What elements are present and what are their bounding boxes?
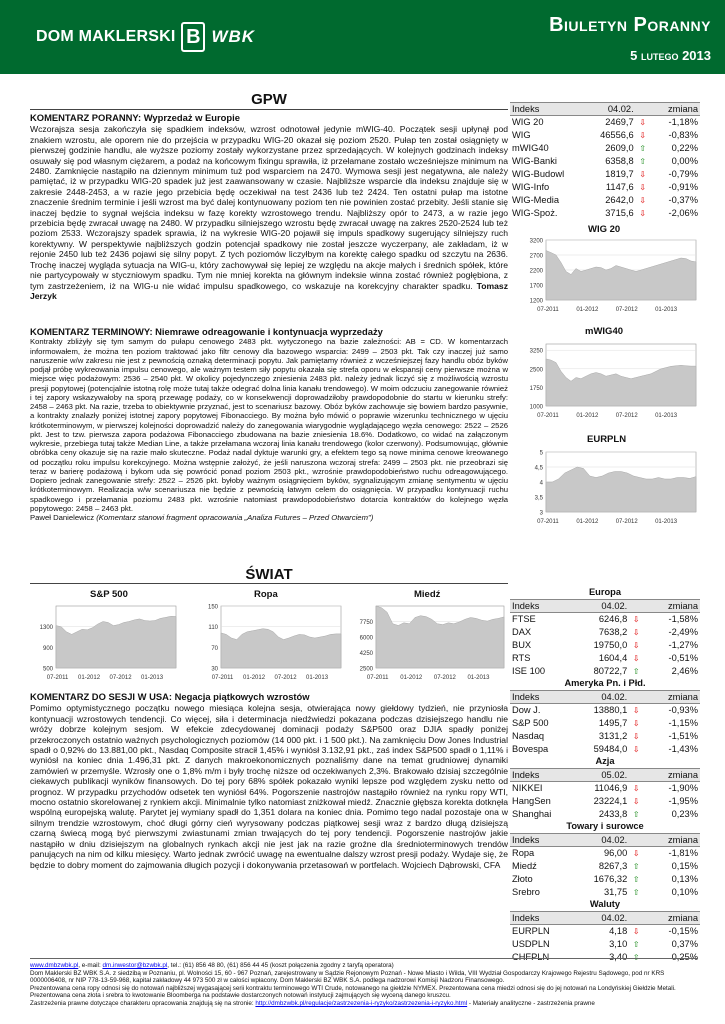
index-row bbox=[510, 664, 700, 677]
index-value: 23224,1 bbox=[593, 795, 628, 806]
index-change: -1,90% bbox=[668, 782, 698, 793]
index-change: 0,37% bbox=[671, 938, 698, 949]
index-value: 8267,3 bbox=[598, 860, 628, 871]
index-value: 1147,6 bbox=[605, 182, 634, 192]
index-value: 2609,0 bbox=[605, 143, 634, 153]
index-value: 2433,8 bbox=[598, 808, 628, 819]
index-value: 1604,4 bbox=[598, 652, 628, 663]
arrow-down-icon: ⇩ bbox=[632, 627, 640, 637]
arrow-up-icon: ⇧ bbox=[632, 666, 640, 676]
index-change: -0,79% bbox=[668, 169, 698, 179]
index-change: -1,43% bbox=[668, 743, 698, 754]
x-tick-label: 01-2013 bbox=[655, 413, 678, 419]
y-tick-label: 900 bbox=[42, 645, 53, 652]
article-note: (Komentarz stanowi fragment opracowania „Analiza Futures – Przed Otwarciem") bbox=[96, 513, 374, 522]
y-tick-label: 2200 bbox=[529, 268, 543, 275]
index-name: USDPLN bbox=[512, 938, 550, 949]
x-tick-label: 07-2011 bbox=[537, 307, 559, 313]
x-tick-label: 01-2013 bbox=[141, 675, 164, 681]
col-header: Indeks bbox=[510, 911, 574, 924]
index-name: Dow J. bbox=[512, 704, 541, 715]
index-row bbox=[510, 207, 700, 220]
col-header: zmiana bbox=[650, 911, 700, 924]
y-tick-label: 1750 bbox=[529, 385, 543, 392]
y-tick-label: 150 bbox=[207, 604, 218, 611]
y-tick-label: 2500 bbox=[529, 367, 543, 374]
x-tick-label: 07-2012 bbox=[615, 519, 638, 525]
article-body: Wczorajsza sesja zakończyła się spadkiem indeksów, wzrost odnotował jedynie mWIG-40. Początek sesji upłynął pod znakiem wzrostu, ale oporem nie do przejścia w przypadku WIG-20 okazał się poziom 2520. Pułap ten został osiągnięty w pierwszej godzinie handlu, ale wyższe poziomy zostały wykorzystane przez sprzedających. W kolejnych godzinach indeksy osuwały się pod własnym ciężarem, a podaż na końcowym fixingu sprawiła, iż przełamane zostało wcześniejsze minimum na 2480. Zamknięcie nastąpiło na dziennym minimum tuż pod wsparciem na 2470. Wymowa sesji jest negatywna, ale należy pamiętać, iż w przypadku WIG-20 spadek już jest zaawansowany w czasie. Najbliższe wsparcie dla indeksu znajduje się w zakresie 2448-2453, a w razie jego przebicia będę oczekiwał na test 2436 lub też 2424. Ten ostatni pułap ma istotne znaczenie średnim terminie i jeśli wzrost ma być dalej kontynuowany poziom ten nie powinien zostać przebity. Jeśli stanie się inaczej będzie to sygnał wejścia indeksu w fazę korekty wzrostowego trendu. Najbliższy opór to 2473, a w razie jego przebicia będę zwracał uwagę na 2480. W przypadku silniejszego wzrostu będę zwracał uwagę na zakres 2520-2524 lub też poziom 2533. Wczorajszy spadek sprawia, iż na wykresie WIG-20 pojawił się impuls spadkowy sugerujący silniejszy ruch korektywny. W perspektywie najbliższych godzin potencjał spadkowy nie został jeszcze wyczerpany, ale zakładam, iż w rejonie 2450 lub też 2436 pojawi się silny popyt. Z tych poziomów liczyłbym na korektę całego spadku od szczytu na 2636. Trochę inaczej wygląda sytuacja na WIG-u, który zachowywał się lepiej ze względu na akcje małych i średnich spółek, które nie partycypowały w styczniowym spadku. Tym nie mniej korekta na głównym indeksie winna zostać również pogłębiona, z tym zastrzeżeniem, iż na WIG-u nie widać impulsu spadkowego, co wskazuje na korekcyjny charakter spadku. bbox=[30, 124, 508, 291]
header-bar bbox=[0, 0, 725, 74]
x-tick-label: 01-2012 bbox=[576, 307, 599, 313]
y-tick-label: 4,5 bbox=[534, 465, 543, 472]
index-name: WIG 20 bbox=[512, 117, 544, 128]
x-tick-label: 07-2011 bbox=[211, 675, 234, 681]
index-value: 1819,7 bbox=[605, 169, 634, 179]
logo-text: DOM MAKLERSKI bbox=[36, 28, 176, 45]
index-name: DAX bbox=[512, 626, 532, 637]
index-row bbox=[510, 885, 700, 898]
divider bbox=[30, 109, 508, 110]
article-title: KOMENTARZ PORANNY: Wyprzedaż w Europie bbox=[30, 112, 240, 123]
arrow-down-icon: ⇩ bbox=[632, 705, 640, 715]
y-tick-label: 3,5 bbox=[534, 495, 543, 502]
index-name: Złoto bbox=[512, 873, 533, 884]
index-name: HangSen bbox=[512, 795, 551, 806]
index-value: 3,10 bbox=[609, 938, 628, 949]
arrow-up-icon: ⇧ bbox=[632, 809, 640, 819]
chart-title-wig20: WIG 20 bbox=[588, 224, 621, 235]
chart-wig20 bbox=[520, 236, 700, 314]
index-change: -1,51% bbox=[668, 730, 698, 741]
us-session-comment bbox=[30, 692, 508, 870]
x-tick-label: 01-2013 bbox=[655, 307, 678, 313]
index-value: 2642,0 bbox=[605, 195, 634, 205]
index-change: -1,95% bbox=[668, 795, 698, 806]
y-tick-label: 3200 bbox=[529, 238, 543, 245]
page-title: Biuletyn Poranny bbox=[549, 14, 711, 36]
email-link[interactable]: dm.inwestor@bzwbk.pl bbox=[102, 962, 168, 969]
index-name: ISE 100 bbox=[512, 665, 546, 676]
arrow-up-icon: ⇧ bbox=[639, 157, 647, 166]
article-body: Pomimo optymistycznego początku nowego miesiąca kolejna sesja, otwierająca nowy giełdowy tydzień, nie przyniosła kontynuacji wzrostowych tendencji. Co więcej, siła i determinacja niedźwiedzi pokazana podczas dzisiejszego handlu nie wróży dobrze kolejnym sesjom. W efekcie zdecydowanej dominacji podaży S&P500 oraz DJIA spadły poniżej przekroczonych ostatnio ważnych psychologicznych poziomów (14 000 pkt. i 1 500 pkt.). Na zamknięciu Dow Jones Industrial spadł o 0,92% do 13.881,00 pkt., Nasdaq Composite stracił 1,45% i wyniósł 3.132,91 pkt., zaś index S&P500 spadł o 1,11% i wyniósł na koniec dnia 1.496,31 pkt. Z danych makroekonomicznych poznaliśmy dane na temat grudniowej dynamiki zamówień w przemyśle. Wzrosły one o 1,8% m/m i były trochę niższe od oczekiwanych 2,3%. Brakowało dzisiaj szczególnie ciekawych publikacji wyników finansowych. Do tej pory 68% spółek pokazało wyniki lepsze pod względem zysku netto od prognoz. W przypadku przychodów odsetek ten wyniósł 64%. Pogorszenie nastrojów nastąpiło również na rynku ropy WTI, mocno ostatnio skorelowanej z rynkiem akcji. Minimalnie tylko natomiast zniżkował miedź. Znacznie głębsza korekta dotknęła wspólną europejską walutę. Parytet jej wymiany spadł do 1,351 dolara na koniec dnia. Pomimo tego nadal pozostaje ona w silnym trendzie wzrostowym, choć długi górny cień wyrysowany podczas piątkowej sesji wraz z bardzo długą dzisiejszą czarną świecą mogą być pierwszymi zwiastunami zmian trwających do tej pory tendencji. Pogorszenie nastrojów jakie nastąpiło w dniu dzisiejszym na globalnych rynkach akcji nie jest jak na razie groźne dla średnioterminowych trendów panujących na nim od kilku miesięcy. Warto jednak zwrócić uwagę na ewentualne dalszy wzrost presji podaży. Wydaje się, że będzie to dobry moment do zajmowania długich pozycji i dokonywania przetasowań w portfelach. bbox=[30, 703, 508, 870]
x-tick-label: 01-2012 bbox=[400, 675, 423, 681]
x-tick-label: 01-2013 bbox=[306, 675, 329, 681]
world-index-table bbox=[510, 586, 700, 963]
index-change: -0,51% bbox=[668, 652, 698, 663]
index-value: 96,00 bbox=[603, 847, 628, 858]
arrow-down-icon: ⇩ bbox=[632, 614, 640, 624]
x-tick-label: 07-2011 bbox=[537, 519, 559, 525]
col-header: 04.02. bbox=[574, 690, 629, 703]
divider bbox=[30, 583, 508, 584]
x-tick-label: 07-2012 bbox=[615, 307, 638, 313]
futures-comment bbox=[30, 327, 508, 522]
x-tick-label: 01-2012 bbox=[576, 519, 599, 525]
col-header: Indeks bbox=[510, 833, 574, 846]
table-header bbox=[510, 599, 700, 612]
chart-title-eurpln: EURPLN bbox=[587, 434, 627, 445]
index-name: WIG-Media bbox=[512, 195, 560, 205]
col-header: Indeks bbox=[510, 690, 574, 703]
col-header: zmiana bbox=[650, 768, 700, 781]
logo-mark-icon: B bbox=[181, 22, 205, 52]
index-value: 2469,7 bbox=[605, 117, 634, 128]
x-tick-label: 07-2011 bbox=[46, 675, 69, 681]
index-name: BUX bbox=[512, 639, 532, 650]
index-value: 4,18 bbox=[609, 925, 628, 936]
arrow-down-icon: ⇩ bbox=[632, 744, 640, 754]
morning-comment bbox=[30, 113, 508, 301]
chart-mwig40 bbox=[520, 340, 700, 420]
index-name: Nasdaq bbox=[512, 730, 545, 741]
arrow-down-icon: ⇩ bbox=[639, 209, 647, 218]
index-name: WIG-Spoż. bbox=[512, 208, 558, 218]
y-tick-label: 3250 bbox=[529, 348, 543, 355]
col-header: 04.02. bbox=[574, 833, 629, 846]
index-change: -0,37% bbox=[668, 195, 698, 205]
index-change: -0,15% bbox=[668, 925, 698, 936]
footer-note: Prezentowana cena ropy odnosi się do notowań najbliższej wygasającej serii kontraktu terminowego WTI Crude, notowanego na giełdzie NYMEX. Prezentowana cena miedzi odnosi się do jej notowań na Londyńskiej Giełdzie Metali. Prezentowana cena złota i srebra to kwotowanie Bloomberga na podstawie dostarczonych notowań instytucji zajmujących się wyceną danego kruszcu. bbox=[30, 984, 676, 1000]
index-row bbox=[510, 168, 700, 181]
index-row bbox=[510, 859, 700, 872]
arrow-up-icon: ⇧ bbox=[632, 887, 640, 897]
chart-title-mwig40: mWIG40 bbox=[585, 326, 624, 337]
index-row bbox=[510, 181, 700, 194]
arrow-down-icon: ⇩ bbox=[632, 653, 640, 663]
index-value: 31,75 bbox=[603, 886, 628, 897]
group-title: Towary i surowce bbox=[510, 820, 700, 833]
index-name: EURPLN bbox=[512, 925, 550, 936]
footer-text: , e-mail: bbox=[78, 962, 103, 969]
index-name: Miedź bbox=[512, 860, 537, 871]
index-row bbox=[510, 129, 700, 142]
index-name: mWIG40 bbox=[512, 143, 549, 153]
index-name: WIG-Budowl bbox=[512, 169, 565, 179]
y-tick-label: 1000 bbox=[529, 404, 543, 411]
index-change: 0,13% bbox=[671, 873, 698, 884]
col-header: Indeks bbox=[510, 768, 574, 781]
y-tick-label: 4 bbox=[539, 480, 543, 487]
chart-sp500 bbox=[30, 602, 180, 682]
index-row bbox=[510, 794, 700, 807]
index-change: -2,06% bbox=[668, 208, 698, 218]
footer-text: Zastrzeżenia prawne dotyczące charakteru opracowania znajdują się na stronie: bbox=[30, 999, 256, 1007]
index-row bbox=[510, 807, 700, 820]
y-tick-label: 2700 bbox=[529, 253, 543, 260]
index-change: -1,27% bbox=[668, 639, 698, 650]
index-change: 0,25% bbox=[671, 951, 698, 962]
chart-title-sp500: S&P 500 bbox=[90, 589, 128, 600]
index-row bbox=[510, 116, 700, 129]
x-tick-label: 07-2011 bbox=[366, 675, 389, 681]
index-change: 0,15% bbox=[671, 860, 698, 871]
x-tick-label: 01-2012 bbox=[576, 413, 599, 419]
arrow-down-icon: ⇩ bbox=[632, 731, 640, 741]
index-change: -1,81% bbox=[668, 847, 698, 858]
y-tick-label: 70 bbox=[211, 645, 218, 652]
index-change: -1,58% bbox=[668, 613, 698, 624]
col-header: 05.02. bbox=[574, 768, 629, 781]
group-title: Waluty bbox=[510, 898, 700, 911]
x-tick-label: 01-2013 bbox=[655, 519, 678, 525]
x-tick-label: 01-2012 bbox=[243, 675, 266, 681]
chart-miedz bbox=[350, 602, 508, 682]
arrow-down-icon: ⇩ bbox=[639, 131, 647, 140]
index-value: 3,40 bbox=[609, 951, 628, 962]
index-value: 1676,32 bbox=[593, 873, 628, 884]
x-tick-label: 07-2011 bbox=[537, 413, 559, 419]
arrow-down-icon: ⇩ bbox=[639, 196, 647, 205]
table-header bbox=[510, 690, 700, 703]
x-tick-label: 01-2013 bbox=[467, 675, 490, 681]
arrow-down-icon: ⇩ bbox=[632, 796, 640, 806]
col-header: zmiana bbox=[654, 103, 700, 116]
arrow-up-icon: ⇧ bbox=[632, 861, 640, 871]
y-tick-label: 3 bbox=[539, 510, 543, 517]
chart-title-miedz: Miedź bbox=[414, 589, 441, 600]
group-title: Azja bbox=[510, 755, 700, 768]
index-row bbox=[510, 194, 700, 207]
index-change: 0,00% bbox=[671, 156, 698, 166]
index-row bbox=[510, 742, 700, 755]
y-tick-label: 2500 bbox=[359, 666, 373, 673]
col-header: 04.02. bbox=[574, 599, 629, 612]
index-name: Shanghai bbox=[512, 808, 552, 819]
footer-legal: Dom Maklerski BZ WBK S.A. z siedzibą w Poznaniu, pl. Wolności 15, 60 - 967 Poznań, zarejestrowany w Sądzie Rejonowym Poznań - Nowe Miasto i Wilda, VIII Wydział Gospodarczy Krajowego Rejestru Sądowego, pod nr KRS 0000006408, nr NIP 778-13-59-968, kapitał zakładowy 44 973 500 zł w całości wpłacony. Dom Maklerski BZ WBK S.A. podlega nadzorowi Komisji Nadzoru Finansowego. bbox=[30, 969, 665, 985]
index-change: -0,93% bbox=[668, 704, 698, 715]
index-value: 11046,9 bbox=[594, 782, 628, 793]
index-value: 6358,8 bbox=[605, 156, 634, 166]
index-name: WIG-Info bbox=[512, 182, 550, 192]
arrow-up-icon: ⇧ bbox=[632, 939, 640, 949]
index-value: 80722,7 bbox=[593, 665, 628, 676]
page-date: 5 lutego 2013 bbox=[630, 48, 711, 63]
disclaimer-link[interactable]: http://dmbzwbk.pl/regulacje/zastrzezenia-i-ryzyko/zastrzezenia-i-ryzyko.html bbox=[255, 999, 468, 1007]
article-body: Kontrakty zbliżyły się tym samym do pułapu cenowego 2483 pkt. wytyczonego na bazie zależności: AB = CD. W komentarzach informowałem, że można ten poziom traktować jako filtr cenowy dla bazowego wsparcia: 2499 – 2503 pkt. Tak czy inaczej już samo naruszenie w/w zakresu nie jest z pewnością oznaką determinacji popytu. Jak pamiętamy również z wcześniejszej fazy handlu obóz byków podjął próbę wykreowania impulsu cenowego, ale ważnym testem siły popytu okazała się strefa oporu w ekspansji ceny pierwsze można w miejsce więc podażowym: 2536 – 2540 pkt. W okolicy pojedynczego zniesienia 2483 pkt. należy jednak liczyć się z możliwością wzrostu presji popytowej (potencjalnie istotną rolę może tutaj także odegrać dolna linia kanału trendowego). W moim odczuciu zanegowanie również i tej zapory wskazywałoby na sporą przewagę podaży, co w konsekwencji doprowadziłoby prawdopodobnie do startu w kierunku strefy: 2458 – 2463 pkt. Na razie, trzeba to obiektywnie przyznać, jest to scenariusz bazowy. Obóz byków zachowuje się bowiem bardzo pasywnie, a kontrakty znalazły poniżej istotnej zapory popytowej Fibonacciego. By można było mówić o poprawie wizerunku technicznego w ujęciu krótkoterminowym, w pierwszej kolejności doprowadzić należy do zanegowania wiarygodnie wyglądającego węzła cenowego: 2522 – 2526 pkt. Jest to tzw. pierwsza zapora podażowa Fibonacciego zbudowana na bazie zniesienia 18.6%. Dodatkowo, co widać na załączonym wykresie, przebiega tutaj także Median Line, a także przełamana wczoraj linia kanału trendowego (kolor czerwony). Podsumowując, głównie obróbka ceny okazuje się na razie mało skuteczne. Podaż nadal dyktuje warunki gry, a efektem tego są nowe minima cenowe kreowanego od początku roku impulsu korekcyjnego. Można wstępnie założyć, że jeśli naruszona wczoraj strefa: 2499 – 2503 pkt. nie przeobrazi się teraz w barierę podażową i bykom uda się powrócić ponad poziom 2503 pkt., wzrośnie prawdopodobieństwo ruchu odreagowującego. Dopiero jednak zanegowanie strefy: 2522 – 2526 pkt. byłoby ważnym osiągnięciem byków, sygnalizującym zmianę sentymentu w ujęciu krótkoterminowym. Realizacja w/w scenariusza nie będzie z pewnością łatwym celem do osiągnięcia. W przypadku kontynuacji ruchu spadkowego i przełamania poziomu 2483 pkt. wzrośnie natomiast prawdopodobieństwo dotarcia kontraktów do kolejnego węzła popytowego: 2458 – 2463 pkt. bbox=[30, 337, 508, 513]
article-author: Wojciech Dąbrowski, CFA bbox=[401, 859, 501, 870]
index-change: -1,18% bbox=[668, 117, 698, 128]
article-title: KOMENTARZ TERMINOWY bbox=[30, 326, 150, 337]
table-header bbox=[510, 911, 700, 924]
website-link[interactable]: www.dmbzwbk.pl bbox=[30, 962, 79, 969]
x-tick-label: 07-2012 bbox=[433, 675, 456, 681]
index-value: 3715,6 bbox=[605, 208, 634, 218]
index-row bbox=[510, 781, 700, 794]
y-tick-label: 500 bbox=[42, 666, 53, 673]
arrow-down-icon: ⇩ bbox=[639, 170, 647, 179]
article-title: KOMENTARZ DO SESJI W USA: Negacja piątkowych wzrostów bbox=[30, 691, 310, 702]
index-row bbox=[510, 651, 700, 664]
index-name: WIG bbox=[512, 130, 531, 140]
index-name: Ropa bbox=[512, 847, 535, 858]
chart-ropa bbox=[195, 602, 345, 682]
chart-title-ropa: Ropa bbox=[254, 589, 278, 600]
y-tick-label: 4250 bbox=[359, 651, 373, 657]
x-tick-label: 07-2012 bbox=[274, 675, 297, 681]
index-row bbox=[510, 937, 700, 950]
x-tick-label: 07-2012 bbox=[615, 413, 638, 419]
col-header: Indeks bbox=[510, 103, 585, 116]
arrow-down-icon: ⇩ bbox=[632, 926, 640, 936]
index-name: RTS bbox=[512, 652, 531, 663]
pl-index-table bbox=[510, 102, 700, 220]
group-title: Europa bbox=[510, 586, 700, 599]
arrow-down-icon: ⇩ bbox=[632, 640, 640, 650]
y-tick-label: 1700 bbox=[529, 283, 543, 290]
y-tick-label: 7750 bbox=[359, 620, 373, 626]
article-author: Paweł Danielewicz bbox=[30, 513, 95, 522]
index-change: -0,83% bbox=[668, 130, 698, 140]
index-change: -2,49% bbox=[668, 626, 698, 637]
y-tick-label: 30 bbox=[211, 666, 218, 673]
arrow-down-icon: ⇩ bbox=[632, 783, 640, 793]
x-tick-label: 07-2012 bbox=[109, 675, 132, 681]
index-value: 3131,2 bbox=[598, 730, 628, 741]
index-row bbox=[510, 638, 700, 651]
index-name: Srebro bbox=[512, 886, 540, 897]
index-row bbox=[510, 729, 700, 742]
col-header: zmiana bbox=[650, 690, 700, 703]
index-name: NIKKEI bbox=[512, 782, 543, 793]
table-header bbox=[510, 833, 700, 846]
y-tick-label: 6000 bbox=[359, 635, 373, 642]
article-author: Tomasz Jerzyk bbox=[30, 280, 508, 301]
index-row bbox=[510, 846, 700, 859]
index-name: Bovespa bbox=[512, 743, 549, 754]
index-row bbox=[510, 612, 700, 625]
index-change: 2,46% bbox=[671, 665, 698, 676]
y-tick-label: 5 bbox=[539, 450, 543, 457]
index-change: -0,91% bbox=[668, 182, 698, 192]
index-name: S&P 500 bbox=[512, 717, 549, 728]
arrow-down-icon: ⇩ bbox=[639, 183, 647, 192]
col-header: Indeks bbox=[510, 599, 574, 612]
index-change: 0,23% bbox=[671, 808, 698, 819]
swiat-heading: ŚWIAT bbox=[245, 566, 293, 583]
index-change: 0,10% bbox=[671, 886, 698, 897]
logo-wbk: WBK bbox=[211, 27, 256, 46]
index-row bbox=[510, 716, 700, 729]
arrow-up-icon: ⇧ bbox=[632, 874, 640, 884]
index-value: 46556,6 bbox=[600, 130, 634, 140]
gpw-heading: GPW bbox=[251, 91, 287, 108]
table-header bbox=[510, 768, 700, 781]
index-name: WIG-Banki bbox=[512, 156, 557, 166]
index-row bbox=[510, 155, 700, 168]
logo bbox=[36, 22, 255, 52]
footer-text: - Materiały analityczne - zastrzeżenia prawne bbox=[467, 999, 595, 1007]
index-name: CHFPLN bbox=[512, 951, 550, 962]
index-name: FTSE bbox=[512, 613, 536, 624]
footer-text: , tel.: (61) 856 48 80, (61) 856 44 45 (koszt połączenia zgodny z taryfą operatora) bbox=[167, 962, 394, 969]
arrow-down-icon: ⇩ bbox=[632, 848, 640, 858]
y-tick-label: 110 bbox=[208, 625, 218, 632]
index-value: 1495,7 bbox=[598, 717, 628, 728]
y-tick-label: 1200 bbox=[529, 298, 543, 305]
chart-eurpln bbox=[520, 448, 700, 526]
x-tick-label: 01-2012 bbox=[78, 675, 101, 681]
arrow-up-icon: ⇧ bbox=[639, 144, 647, 153]
col-header: zmiana bbox=[650, 599, 700, 612]
index-change: 0,22% bbox=[671, 143, 698, 153]
index-value: 7638,2 bbox=[598, 626, 628, 637]
index-value: 59484,0 bbox=[593, 743, 628, 754]
index-change: -1,15% bbox=[668, 717, 698, 728]
col-header: 04.02. bbox=[585, 103, 635, 116]
index-row bbox=[510, 142, 700, 155]
index-row bbox=[510, 625, 700, 638]
arrow-down-icon: ⇩ bbox=[632, 718, 640, 728]
group-title: Ameryka Pn. i Płd. bbox=[510, 677, 700, 690]
index-value: 6246,8 bbox=[598, 613, 628, 624]
arrow-up-icon: ⇧ bbox=[632, 952, 640, 962]
index-row bbox=[510, 872, 700, 885]
index-value: 13880,1 bbox=[593, 704, 628, 715]
arrow-down-icon: ⇩ bbox=[639, 118, 647, 128]
index-value: 19750,0 bbox=[593, 639, 628, 650]
footer bbox=[30, 958, 698, 1008]
article-subtitle: : Niemrawe odreagowanie i kontynuacja wyprzedaży bbox=[149, 326, 383, 337]
col-header: zmiana bbox=[650, 833, 700, 846]
col-header: 04.02. bbox=[574, 911, 629, 924]
table-header bbox=[510, 103, 700, 116]
index-row bbox=[510, 703, 700, 716]
y-tick-label: 1300 bbox=[39, 625, 53, 632]
index-row bbox=[510, 924, 700, 937]
